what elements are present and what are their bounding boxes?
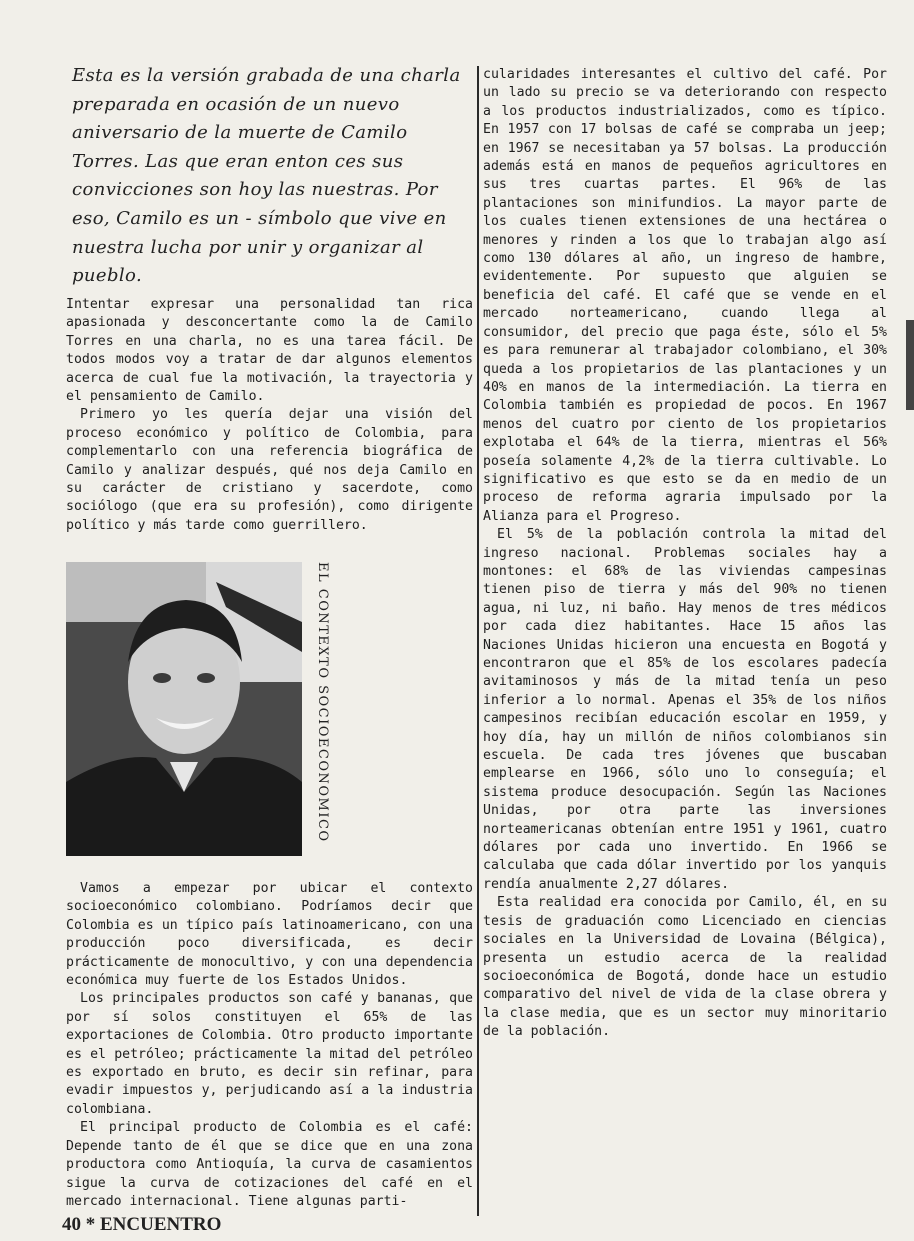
paragraph: Primero yo les quería dejar una visión del proceso económico y político de Colombia, para complementarlo con una referencia biográfica de Camilo y analizar después, qué nos deja Camilo en su carácter de cristiano y sacerdote, como sociólogo (que era su profesión), como dirigente político y más tarde como guerrillero.	[66, 407, 473, 533]
paragraph: Intentar expresar una personalidad tan rica apasionada y desconcertante como la de Camilo Torres en una charla, no es una tarea fácil. De todos modos voy a tratar de dar algunos elementos acerca de cual fue la motivación, la trayectoria y el pensamiento de Camilo.	[66, 297, 473, 405]
paragraph: Esta realidad era conocida por Camilo, él, en su tesis de graduación como Licenciado en ciencias sociales en la Universidad de Lovaina (Bélgica), presenta un estudio acerca de la realidad socioeconómica de Bogotá, donde hace un estudio comparativo del nivel de vida de la clase obrera y la clase media, que es un sector muy minoritario de la población.	[483, 895, 887, 1040]
paragraph: Vamos a empezar por ubicar el contexto socioeconómico colombiano. Podríamos decir que Colombia es un típico país latinoamericano, con una producción poco diversificada, es decir prácticamente de monocultivo, y con una dependencia económica muy fuerte de los Estados Unidos.	[66, 881, 473, 989]
page-footer: 40 * ENCUENTRO	[62, 1214, 222, 1235]
left-column-top	[66, 296, 473, 535]
portrait-photo	[66, 562, 302, 856]
paragraph: El 5% de la población controla la mitad del ingreso nacional. Problemas sociales hay a montones: el 68% de las viviendas campesinas tienen piso de tierra y más del 90% no tienen agua, ni luz, ni baño. Hay menos de tres médicos por cada diez habitantes. Hace 15 años las Naciones Unidas hicieron una encuesta en Bogotá y encontraron que el 85% de los escolares padecía avitaminosos y más de la mitad tenía un peso inferior a lo normal. Apenas el 35% de los niños campesinos recibían educación escolar en 1959, y hoy día, hay un millón de niños colombianos sin escuela. De cada tres jóvenes que buscaban emplearse en 1966, sólo uno lo conseguía; el sistema produce desocupación. Según las Naciones Unidas, por otra parte las inversiones norteamericanas obtenían entre 1951 y 1961, cuatro dólares por cada uno invertido. En 1966 se calculaba que cada dólar invertido por los yanquis rendía anualmente 2,27 dólares.	[483, 527, 887, 892]
section-title: EL CONTEXTO SOCIOECONOMICO	[315, 562, 330, 843]
portrait-illustration	[66, 562, 302, 856]
paragraph: Los principales productos son café y bananas, que por sí solos constituyen el 65% de las exportaciones de Colombia. Otro producto importante es el petróleo; prácticamente la mitad del petróleo es exportado en bruto, es decir sin refinar, para evadir impuestos y, perjudicando así a la industria colombiana.	[66, 991, 473, 1117]
paragraph: cularidades interesantes el cultivo del café. Por un lado su precio se va deteriorando con respecto a los productos industrializados, como es típico. En 1957 con 17 bolsas de café se compraba un jeep; en 1967 se necesitaban ya 57 bolsas. La producción además está en manos de pequeños agricultores en sus tres cuartas partes. El 96% de las plantaciones son minifundios. La mayor parte de los cuales tienen extensiones de una hectárea o menores y rinden a los que lo trabajan algo así como 130 dólares al año, un ingreso de hambre, evidentemente. Por supuesto que alguien se beneficia del café. El café que se vende en el mercado norteamericano, cuando llega al consumidor, del precio que paga éste, sólo el 5% es para remunerar al trabajador colombiano, el 30% queda a los propietarios de las plantaciones y un 40% en manos de la intermediación. La tierra en Colombia también es propiedad de pocos. En 1967 menos del cuatro por ciento de los propietarios explotaba el 64% de la tierra, mientras el 56% poseía solamente 4,2% de la tierra cultivable. Lo significativo es que esto se da en medio de un proceso de reforma agraria impulsado por la Alianza para el Progreso.	[483, 67, 887, 524]
page-edge-mark	[906, 320, 914, 410]
intro-italic-note: Esta es la versión grabada de una charla preparada en ocasión de un nuevo aniversario de la muerte de Camilo Torres. Las que eran enton ces sus convicciones son hoy las nuestras. Por eso, Camilo es un - símbolo que vive en nuestra lucha por unir y organizar al pueblo.	[72, 65, 461, 287]
left-column-bottom	[66, 880, 473, 1211]
column-divider	[477, 66, 479, 1216]
right-column	[483, 66, 887, 1042]
paragraph: El principal producto de Colombia es el café: Depende tanto de él que se dice que en una zona productora como Antioquía, la curva de casamientos sigue la curva de cotizaciones del café en el mercado internacional. Tiene algunas parti-	[66, 1120, 473, 1209]
